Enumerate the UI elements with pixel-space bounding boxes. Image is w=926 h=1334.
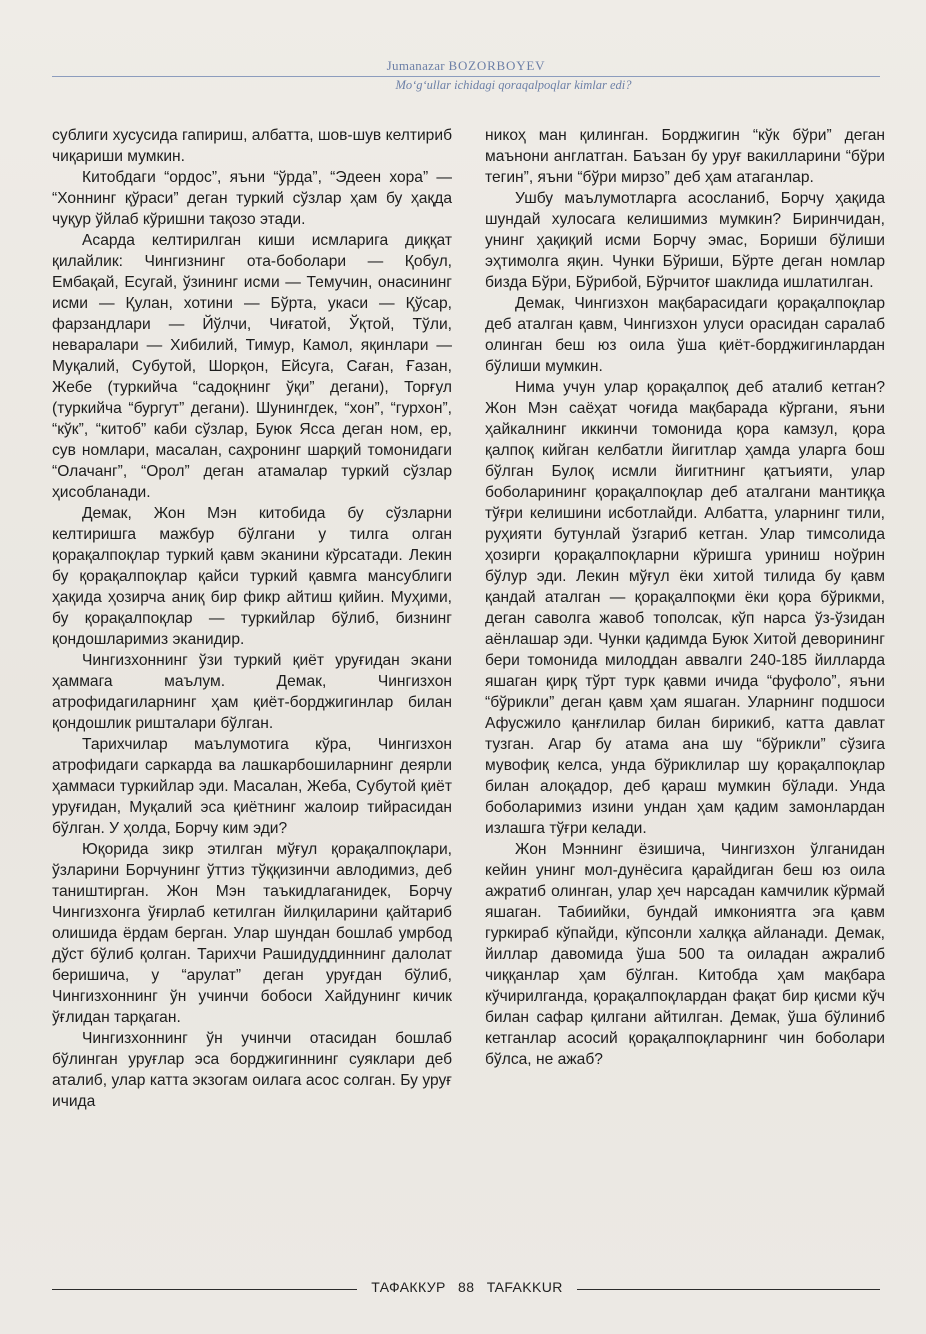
journal-name-cyrillic: ТАФАККУР: [371, 1279, 446, 1295]
paragraph: Демак, Чингизхон мақбарасидаги қорақалпоқлар деб аталган қавм, Чингизхон улуси орасидан саралаб олинган беш юз оила ўша қиёт-борджигинлардан бўлиши мумкин.: [485, 295, 885, 375]
footer-rule-left: [52, 1289, 357, 1290]
author-last-name: BOZORBOYEV: [448, 58, 546, 73]
footer-text: [357, 1279, 577, 1295]
paragraph: Чингизхоннинг ўзи туркий қиёт уруғидан экани ҳаммага маълум. Демак, Чингизхон атрофидагиларнинг ҳам қиёт-борджигинлар билан қондошлик ришталари бўлган.: [52, 652, 452, 732]
paragraph: Чингизхоннинг ўн учинчи отасидан бошлаб бўлинган уруғлар эса борджигиннинг суяклари деб аталиб, улар катта экзогам оилага асос солган. Бу уруғ ичида: [52, 1030, 452, 1110]
page-number: 88: [458, 1279, 475, 1295]
paragraph: Асарда келтирилган киши исмларига диққат қилайлик: Чингизнинг ота-боболари — Қобул, Ембақай, Есугай, ўзининг исми — Темучин, онасининг исми — Қулан, хотини — Бўрта, укаси — Қўсар, фарзандлари — Йўлчи, Чиғатой, Ўқтой, Тўли, невaралари — Хибилий, Тимур, Камол, яқинлари — Муқалий, Субутой, Шорқон, Ейсуга, Саған, Ғазан, Жебе (туркийча “садоқнинг ўқи” дегани), Торғул (туркийча “бургут” дегани). Шунингдек, “хон”, “гурхон”, “кўк”, “китоб” каби сўзлар, Буюк Ясса деган ном, ер, сув номлари, масалан, саҳронинг шарқий томонидаги “Олачанг”, “Орол” деган атамалар туркий сўзлар ҳисобланади.: [52, 232, 452, 501]
page-footer: [52, 1279, 880, 1299]
article-title: Mo‘g‘ullar ichidagi qoraqalpoqlar kimlar edi?: [395, 78, 632, 92]
paragraph: Ушбу маълумотларга асосланиб, Борчу ҳақида шундай хулосага келишимиз мумкин? Биринчидан, унинг ҳақиқий исми Борчу эмас, Бориши бўлиши эҳтимолга яқин. Чунки Бўриши, Бўрте деган номлар бизда Бўри, Бўрибой, Бўрчитоғ шаклида ишлатилган.: [485, 190, 885, 291]
author-name: [52, 58, 880, 74]
journal-name-latin: TAFAKKUR: [486, 1279, 563, 1295]
right-text-column: [485, 125, 885, 1070]
paragraph: Китобдаги “ордос”, яъни “ўрда”, “Эдеен хора” — “Хоннинг қўраси” деган туркий сўзлар ҳам бу ҳақда чуқур ўйлаб кўришни тақозо этади.: [52, 169, 452, 228]
paragraph: Нима учун улар қорақалпоқ деб аталиб кетган? Жон Мэн саёҳат чоғида мақбарада кўргани, яъни ҳайкалнинг иккинчи томонида қора камзул, қора қалпоқ кийган келбатли йигитлар ҳамда уларга бош бўлган Булоқ исмли йигитнинг қатъияти, улар боболарининг қорақалпоқлар деб аталгани мантиққа тўғри келишини исботлайди. Албатта, уларнинг тили, руҳияти бутунлай ўзгариб кетган. Улар тимсолида ҳозирги қорақалпоқларни кўришга уриниш ноўрин бўлур эди. Лекин мўғул ёки хитой тилида бу қавм қандай аталган — қорақалпоқми ёки қора бўрикми, деган саволга жавоб тополсак, кўп нарса ўз-ўзидан аёнлашар эди. Чунки қадимда Буюк Хитой деворининг бери томонида милоддан аввалги 240-185 йилларда яшаган қирқ тўрт турк қавми ичида “фуфоло”, яъни “бўрикли” деган қавм ҳам яшаган. Уларнинг подшоси Афусжило қанғлилар билан бирикиб, катта давлат тузган. Агар бу атама ана шу “бўрикли” сўзига мувофиқ келса, унда бўриклилар шу қорақалпоқлар билан алоқадор, деб қараш мумкин бўлади. Унда боболаримиз изини ундан ҳам қадим замонлардан излашга тўғри келади.: [485, 379, 885, 837]
footer-rule-right: [577, 1289, 880, 1290]
paragraph: Юқорида зикр этилган мўғул қорақалпоқлари, ўзларини Борчунинг ўттиз тўққизинчи авлодимиз, деб таништирган. Жон Мэн таъкидлаганидек, Борчу Чингизхонга ўғирлаб кетилган йилқиларини қайтариб олишида ёрдам берган. Улар шундан бошлаб умрбод дўст бўлиб қолган. Тарихчи Рашидуддиннинг далолат беришича, у “арулат” деган уруғдан бўлиб, Чингизхоннинг ўн учинчи бобоси Хайдунинг кичик ўғлидан тарқаган.: [52, 841, 452, 1026]
header-rule: [52, 76, 880, 77]
running-header: [52, 58, 880, 93]
author-first-name: Jumanazar: [386, 58, 445, 73]
paragraph: никоҳ ман қилинган. Борджигин “кўк бўри” деган маънони англатган. Баъзан бу уруғ вакилларини “бўри тегин”, яъни “бўри мирзо” деб ҳам атаганлар.: [485, 127, 885, 186]
paragraph: Демак, Жон Мэн китобида бу сўзларни келтиришга мажбур бўлгани у тилга олган қорақалпоқлар туркий қавм эканини кўрсатади. Лекин бу қорақалпоқлар қайси туркий қавмга мансублиги ҳақида ҳозирча аниқ бир фикр айтиш қийин. Муҳими, бу қорақалпоқлар — туркийлар бўлиб, бизнинг қондошларимиз эканидир.: [52, 505, 452, 648]
paragraph: сублиги хусусида гапириш, албатта, шов-шув келтириб чиқариши мумкин.: [52, 127, 452, 165]
paragraph: Тарихчилар маълумотига кўра, Чингизхон атрофидаги саркарда ва лашкарбошиларнинг деярли ҳаммаси туркийлар эди. Масалан, Жеба, Субутой қиёт уруғидан, Муқалий эса қиётнинг жалоир тийрасидан бўлган. У ҳолда, Борчу ким эди?: [52, 736, 452, 837]
left-text-column: [52, 125, 452, 1112]
paragraph: Жон Мэннинг ёзишича, Чингизхон ўлганидан кейин унинг мол-дунёсига қарайдиган беш юз оила ажратиб олинган, улар ҳеч нарсадан камчилик кўрмай яшаган. Табиийки, бундай имкониятга эга қавм гуркираб кўпайди, кўпсонли халққа айланади. Демак, йиллар давомида ўша 500 та оиладан ажралиб чиққанлар ҳам бўлган. Китобда ҳам мақбара кўчирилганда, қорақалпоқлардан фақат бир қисми кўч билан сафар қилгани айтилган. Демак, ўша бўлиниб кетганлар асосий қорақалпоқларнинг чин боболари бўлса, не ажаб?: [485, 841, 885, 1068]
